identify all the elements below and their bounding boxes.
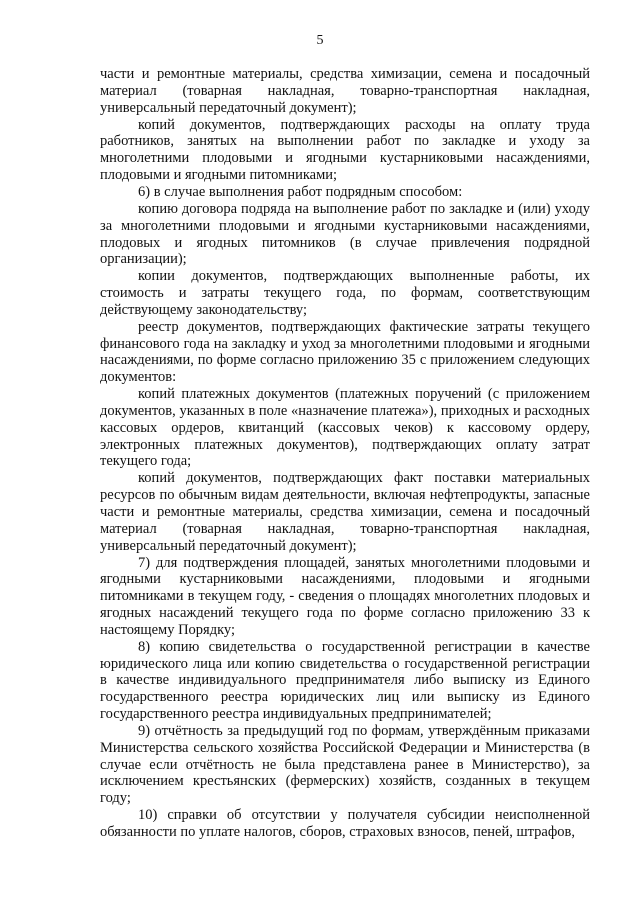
paragraph: копию договора подряда на выполнение работ по закладке и (или) уходу за многолетними плодовыми и ягодными кустарниковыми насаждениями, плодовых и ягодных питомников (в случае привлечения подрядной организации); bbox=[100, 200, 590, 268]
paragraph: 6) в случае выполнения работ подрядным способом: bbox=[138, 183, 463, 200]
document-body bbox=[100, 66, 590, 841]
paragraph: реестр документов, подтверждающих фактические затраты текущего финансового года на закладку и уход за многолетними плодовыми и ягодными насаждениями, по форме согласно приложению 35 с приложением следующих документов: bbox=[100, 318, 590, 386]
paragraph: копий платежных документов (платежных поручений (с приложением документов, указанных в поле «назначение платежа»), приходных и расходных кассовых ордеров, квитанций (кассовых чеков) к кассовому ордеру, электронных платежных документов), подтверждающих оплату затрат текущего года; bbox=[100, 386, 590, 470]
paragraph: 10) справки об отсутствии у получателя субсидии неисполненной обязанности по уплате налогов, сборов, страховых взносов, пеней, штрафов, bbox=[100, 807, 590, 840]
paragraph: копии документов, подтверждающих выполненные работы, их стоимость и затраты текущего года, по формам, соответствующим действующему законодательству; bbox=[100, 268, 590, 318]
paragraph: части и ремонтные материалы, средства химизации, семена и посадочный материал (товарная накладная, товарно-транспортная накладная, универсальный передаточный документ); bbox=[100, 66, 590, 116]
paragraph: 9) отчётность за предыдущий год по формам, утверждённым приказами Министерства сельского хозяйства Российской Федерации и Министерства (в случае если отчётность не была представлена ранее в Министерство), за исключением крестьянских (фермерских) хозяйств, созданных в текущем году; bbox=[100, 722, 590, 807]
paragraph: копий документов, подтверждающих расходы на оплату труда работников, занятых на выполнении работ по закладке и уходу за многолетними плодовыми и ягодными кустарниковыми насаждениями, плодовыми и ягодными питомниками; bbox=[100, 116, 590, 183]
page-number: 5 bbox=[316, 33, 324, 48]
paragraph: 7) для подтверждения площадей, занятых многолетними плодовыми и ягодными кустарниковыми насаждениями, плодовыми и ягодными питомниками в текущем году, - сведения о площадях многолетних плодовых и ягодных насаждений текущего года по форме согласно приложению 33 к настоящему Порядку; bbox=[100, 554, 590, 638]
paragraph: 8) копию свидетельства о государственной регистрации в качестве юридического лица или копию свидетельства о государственной регистрации в качестве индивидуального предпринимателя либо выписку из Единого государственного реестра юридических лиц или выписку из Единого государственного реестра индивидуальных предпринимателей; bbox=[100, 638, 590, 722]
paragraph: копий документов, подтверждающих факт поставки материальных ресурсов по обычным видам деятельности, включая нефтепродукты, запасные части и ремонтные материалы, средства химизации, семена и посадочный материал (товарная накладная, товарно-транспортная накладная, универсальный передаточный документ); bbox=[100, 470, 590, 554]
